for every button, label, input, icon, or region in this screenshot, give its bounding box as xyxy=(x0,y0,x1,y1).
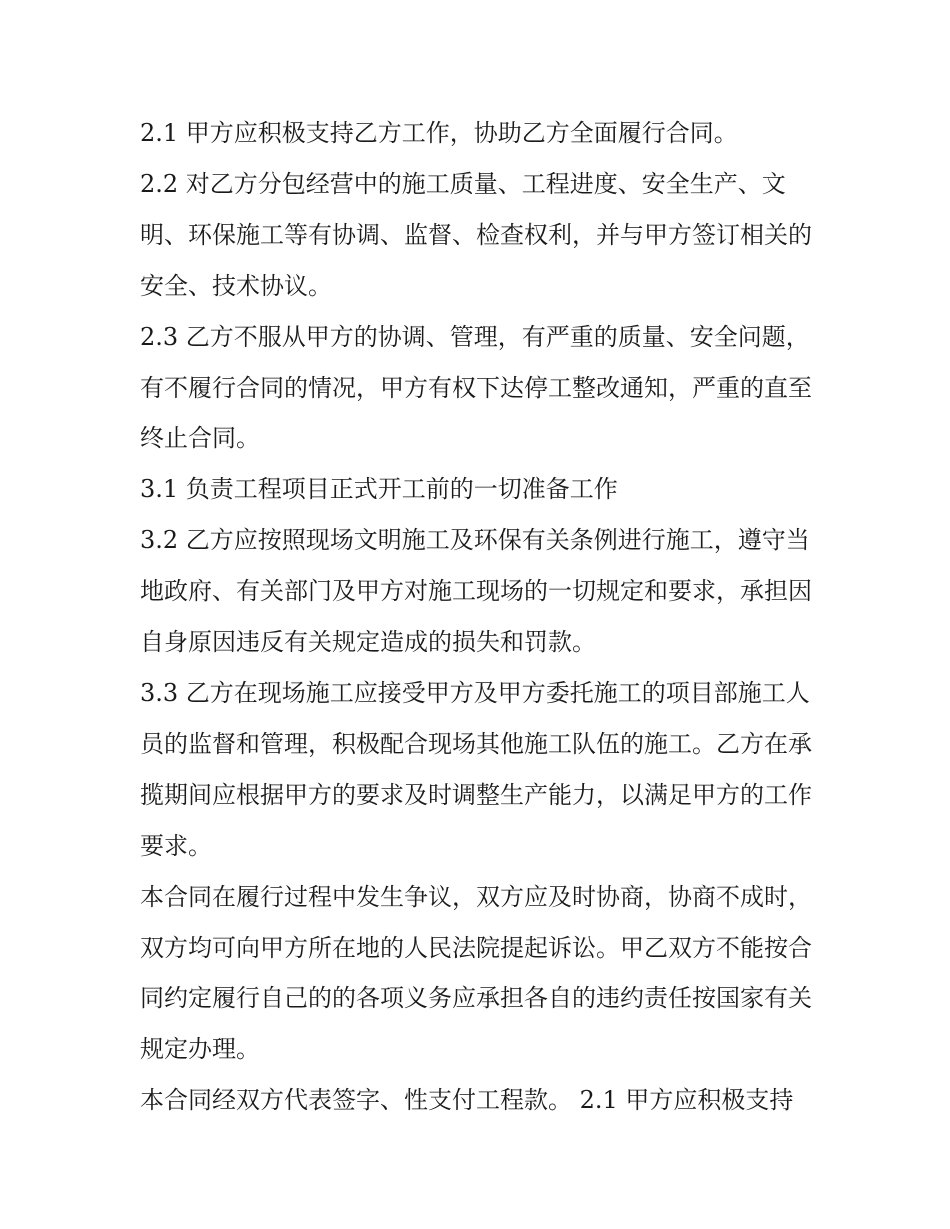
paragraph-dispute: 本合同在履行过程中发生争议，双方应及时协商，协商不成时，双方均可向甲方所在地的人民法院提起诉讼。甲乙双方不能按合同约定履行自己的的各项义务应承担各自的违约责任按国家有关规定办理。 xyxy=(140,882,812,1064)
document-body xyxy=(140,108,820,1126)
paragraph-2-3: 2.3 乙方不服从甲方的协调、管理，有严重的质量、安全问题，有不履行合同的情况，甲方有权下达停工整改通知，严重的直至终止合同。 xyxy=(140,322,812,453)
paragraph-signature: 本合同经双方代表签字、性支付工程款。 2.1 甲方应积极支持 xyxy=(140,1086,794,1115)
paragraph-3-1: 3.1 负责工程项目正式开工前的一切准备工作 xyxy=(140,475,618,504)
paragraph-3-3: 3.3 乙方在现场施工应接受甲方及甲方委托施工的项目部施工人员的监督和管理，积极配合现场其他施工队伍的施工。乙方在承揽期间应根据甲方的要求及时调整生产能力，以满足甲方的工作要求。 xyxy=(140,678,812,860)
paragraph-3-2: 3.2 乙方应按照现场文明施工及环保有关条例进行施工，遵守当地政府、有关部门及甲方对施工现场的一切规定和要求，承担因自身原因违反有关规定造成的损失和罚款。 xyxy=(140,526,812,657)
paragraph-2-1: 2.1 甲方应积极支持乙方工作，协助乙方全面履行合同。 xyxy=(140,119,738,147)
paragraph-2-2: 2.2 对乙方分包经营中的施工质量、工程进度、安全生产、文明、环保施工等有协调、监督、检查权利，并与甲方签订相关的安全、技术协议。 xyxy=(140,169,812,300)
